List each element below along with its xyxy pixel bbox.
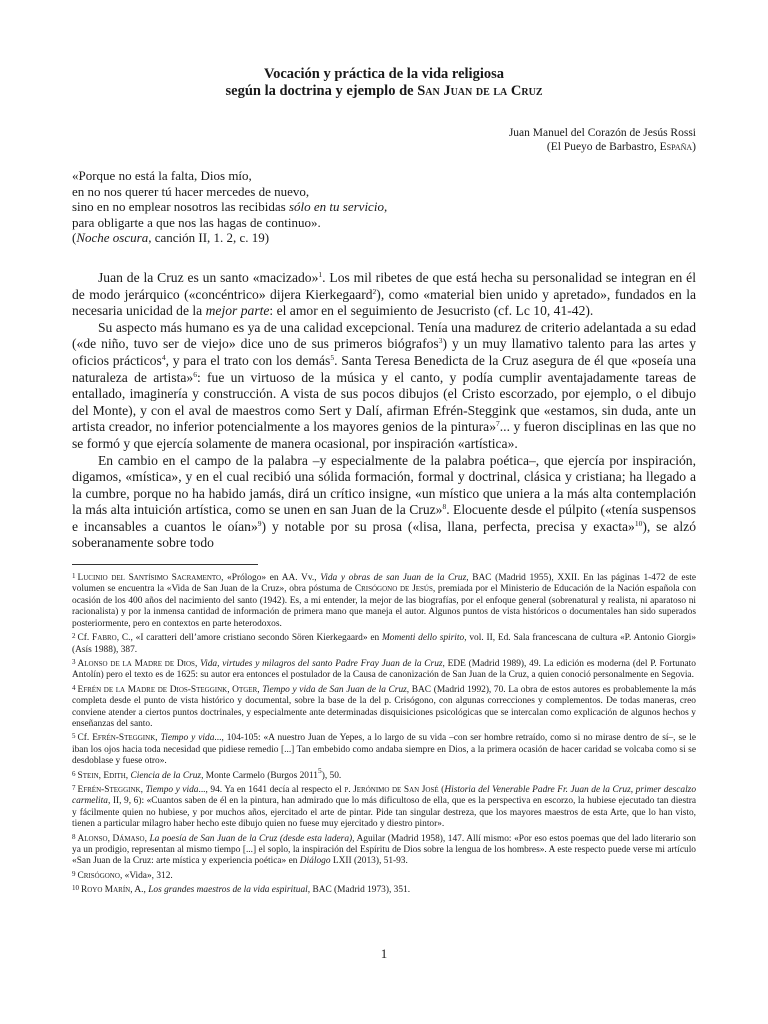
fn8-journal: Diálogo — [299, 856, 331, 867]
fn7-author: Efrén-Steggink — [77, 784, 141, 795]
fn2-text-a: Cf. — [77, 633, 93, 644]
fn7-title: Tiempo y vida — [145, 784, 199, 795]
footnote-ref-5[interactable]: 5 — [330, 352, 335, 362]
epigraph — [72, 168, 696, 246]
p2-text-a: Su aspecto más humano es ya de una calidad excepcional. Tenía una madurez de criterio adelantada a su edad («de niño, tuvo ser de viejo» dice uno de sus primeros biógrafos — [72, 319, 696, 352]
fn3-title: Vida, virtudes y milagros del santo Padre Fray Juan de la Cruz — [200, 658, 443, 669]
fn7-author-2: p. Jerónimo de San José — [344, 784, 439, 795]
fn6-author: Stein, Edith — [77, 770, 126, 781]
footnote-number: 2 — [72, 632, 76, 641]
fn10-author: Royo Marín, A. — [81, 885, 144, 896]
fn5-title: Tiempo y vida — [160, 733, 215, 744]
fn5-text-e: ..., 104-105: «A nuestro Juan de Yepes, a lo largo de su vida –con ser hombre retraído, como si no mirase dentro de sí–, se le iban los ojos hacia toda necesidad que pidiese remedio [...] Tan embebido como andaba siempre en Dios, a la primera ocasión de hacer caridad se volcaba como si se desdoblase y fuese otro». — [72, 733, 697, 767]
paragraph-3 — [72, 453, 696, 553]
footnote-number: 1 — [72, 572, 76, 581]
fn2-author: Fabro, C. — [92, 633, 131, 644]
fn4-text-d: , BAC (Madrid 1992), 70. La obra de estos autores es probablemente la más completa desde el punto de vista histórico y documental, sobre la base de la del p. Crisógono, con algunas correcciones y complementos. De todas maneras, creo conviene atender a ciertos puntos doctrinales, y especialmente ante determinadas disquisiciones psicológicas que se intercalan como explicación de algunos hechos y enseñanzas del santo. — [72, 684, 697, 729]
fn7-text-h: , II, 9, 6): «Cuantos saben de él en la pintura, han admirado que lo más dificultoso de ella, que es la perspectiva en escorzo, la hubiese ejecutado tan diestra y fácilmente quien no hubiese, y por muchos años, ejercitado el arte de pintar. Pide tan singular destreza, que los mayores maestros de esta Arte, que lo han visto, tienen a particular milagro haber hecho este dibujo quien no fuese muy ejercitado y diestro pintor». — [72, 796, 696, 830]
footnote-ref-3[interactable]: 3 — [438, 336, 443, 346]
fn7-text-f: ( — [438, 784, 445, 795]
footnote-ref-6[interactable]: 6 — [193, 369, 197, 379]
affiliation-suffix: ) — [692, 141, 696, 153]
footnote-10 — [72, 883, 696, 896]
epigraph-citation — [72, 230, 696, 246]
fn2-title: Momenti dello spirito — [382, 633, 465, 644]
footnote-ref-8[interactable]: 8 — [442, 502, 447, 512]
fn6-text-b: , — [125, 770, 131, 781]
fn6-edition: 5 — [317, 765, 322, 775]
title-line-2 — [72, 83, 696, 100]
footnote-number: 7 — [72, 783, 76, 792]
author-name: Juan Manuel del Corazón de Jesús Rossi — [508, 127, 696, 139]
fn10-title: Los grandes maestros de la vida espiritual — [148, 885, 308, 896]
affiliation-country: España — [659, 141, 693, 153]
footnote-9 — [72, 869, 696, 882]
p2-text-b: ) y un muy llamativo talento para las artes y oficios prácticos — [72, 336, 696, 368]
epigraph-line-3a: sino en no emplear nosotros las recibidas — [72, 199, 289, 215]
footnote-number: 8 — [72, 832, 76, 841]
fn1-text-b: , «Prólogo» en AA. Vv., — [221, 573, 321, 584]
p1-text-b: . Los mil ribetes de que está hecha su personalidad se integran en él de modo jerárquico («concéntrico» dijera Kierkegaard — [72, 269, 696, 302]
footnote-number: 4 — [72, 683, 76, 692]
fn3-text-b: , — [194, 658, 201, 669]
fn9-author: Crisógono — [77, 870, 120, 881]
p1-text-d: mejor parte — [205, 303, 270, 319]
footnote-number: 9 — [72, 869, 76, 878]
footnote-3 — [72, 657, 696, 682]
fn7-text-b: , — [140, 784, 146, 795]
p3-text-c: ) y notable por su prosa («lisa, llana, perfecta, precisa y exacta» — [261, 518, 635, 534]
fn1-title: Vida y obras de san Juan de la Cruz — [320, 573, 467, 584]
epigraph-line-2: en no nos querer tú hacer mercedes de nuevo, — [72, 183, 310, 199]
fn6-title: Ciencia de la Cruz — [130, 770, 202, 781]
footnote-number: 10 — [72, 884, 79, 893]
fn6-text-d: , Monte Carmelo (Burgos 2011 — [201, 770, 318, 781]
title-line-2-prefix: según la doctrina y ejemplo de — [225, 83, 418, 99]
footnote-7 — [72, 783, 696, 831]
author-block — [72, 126, 696, 154]
fn5-text-c: , — [155, 733, 161, 744]
footnote-ref-4[interactable]: 4 — [161, 352, 166, 362]
footnote-8 — [72, 832, 696, 868]
fn8-text-f: LXII (2013), 51-93. — [330, 856, 408, 867]
citation-work: Noche oscura — [76, 230, 149, 246]
body-text — [72, 270, 696, 552]
fn1-text-f: , premiada por el Ministerio de Educación de la Nación española con ocasión de los 400 años del nacimiento del santo (1942). Es, a mi entender, la mejor de las biografías, por el enfoque general (sobrenatural y realista, ni aparatoso ni racionalista) y por la inmensa cantidad de información de primera mano que maneja el autor. Algunos puntos de vista históricos o documentales han sido superados posteriormente, pero en contextos en parte heterodoxos. — [72, 584, 697, 629]
epigraph-line-3 — [72, 199, 696, 215]
author-affiliation — [72, 140, 696, 154]
footnote-ref-10[interactable]: 10 — [634, 518, 643, 528]
p3-text-b: . Elocuente desde el púlpito («tenía suspensos e incansables a cuantos le oían» — [72, 502, 696, 534]
fn10-text-d: , BAC (Madrid 1973), 351. — [307, 885, 411, 896]
p1-text-c: ), como «material bien unido y apretado», fundados en la necesaria unicidad de la — [72, 286, 696, 319]
fn1-author: Lucinio del Santísimo Sacramento — [77, 573, 222, 584]
footnote-number: 5 — [72, 732, 76, 741]
footnote-ref-7[interactable]: 7 — [496, 419, 500, 429]
epigraph-line-4: para obligarte a que nos las hagas de continuo». — [72, 214, 321, 230]
footnote-1 — [72, 571, 696, 630]
epigraph-line-3b: sólo en tu servicio, — [288, 199, 388, 215]
p1-text-e: : el amor en el seguimiento de Jesucristo (cf. Lc 10, 41-42). — [269, 303, 594, 319]
p2-text-e: : fue un virtuoso de la música y el canto, y podía cumplir aventajadamente tareas de entallado, imaginería y construcción. A vista de sus pocos dibujos (el Cristo escorzado, por ejemplo, o el dibujo del Monte), y con el aval de maestros como Sert y Dalí, afirman Efrén-Steggink que «estamos, sin duda, ante un artista creador, no inferior potencialmente a los mayores genios de la pintura» — [72, 369, 697, 435]
affiliation-prefix: (El Pueyo de Barbastro, — [546, 141, 660, 153]
footnote-number: 6 — [72, 769, 76, 778]
fn9-text-b: , «Vida», 312. — [119, 870, 173, 881]
footnote-6 — [72, 765, 696, 782]
fn4-author: Efrén de la Madre de Dios-Steggink, Otger — [77, 684, 258, 695]
footnote-4 — [72, 683, 696, 731]
fn1-author-2: Crisógono de Jesús — [354, 584, 433, 595]
p2-text-d: . Santa Teresa Benedicta de la Cruz asegura de él que «poseía una naturaleza de artista» — [72, 352, 696, 385]
fn5-author: Efrén-Steggink — [92, 733, 156, 744]
paragraph-1 — [72, 270, 696, 320]
page-number: 1 — [380, 946, 388, 961]
fn3-text-d: , EDE (Madrid 1989), 49. La edición es moderna (del P. Fortunato Antolín) pero el texto es de 1625: su autor era entonces el postulador de la Causa de canonización de San Juan de la Cruz, a quien conoció personalmente en Segovia. — [72, 658, 696, 681]
fn8-text-d: , Aguilar (Madrid 1958), 147. Allí mismo: «Por eso estos poemas que del lado literario son ya un prodigio, representan al mismo tiempo [...] el soplo, la inspiración del Espíritu de Dios sobre la lengua de los hombres». A este respecto puede verse mi artículo «San Juan de la Cruz: arte mística y experiencia poética» en — [72, 833, 696, 867]
footnote-2 — [72, 631, 696, 656]
fn6-text-f: ), 50. — [321, 770, 342, 781]
title-saint-name: San Juan de la Cruz — [417, 83, 543, 99]
footnotes — [72, 571, 696, 897]
title-line-1: Vocación y práctica de la vida religiosa — [263, 66, 505, 82]
fn8-title: La poesía de San Juan de la Cruz (desde esta ladera) — [149, 833, 353, 844]
fn5-text-a: Cf. — [77, 733, 93, 744]
fn2-text-c: , «I caratteri dell’amore cristiano secondo Sören Kierkegaard» en — [130, 633, 382, 644]
p3-text-d: ), se alzó soberanamente sobre todo — [72, 518, 697, 551]
paper-title — [72, 66, 696, 100]
footnote-5 — [72, 731, 696, 767]
paragraph-2 — [72, 320, 696, 453]
p1-text-a: Juan de la Cruz es un santo «macizado» — [98, 269, 319, 285]
fn4-text-b: , — [257, 684, 263, 695]
footnote-divider — [72, 564, 258, 565]
fn7-title-2: Historia del Venerable Padre Fr. Juan de la Cruz, primer descalzo carmelita — [72, 784, 697, 807]
fn4-title: Tiempo y vida de San Juan de la Cruz — [262, 684, 407, 695]
p3-text-a: En cambio en el campo de la palabra –y especialmente de la palabra poética–, que ejercía por inspiración, digamos, «mística», y en el cual recibió una sólida formación, formal y doctrinal, clásica y cristiana; ha llegado a la cumbre, porque no ha habido jamás, dirá un crítico insigne, «un místico que uniera a la más alta contemplación la más alta intuición artística, como se unen en san Juan de la Cruz» — [72, 452, 696, 518]
document-page — [72, 66, 696, 898]
fn3-author: Alonso de la Madre de Dios — [77, 658, 195, 669]
p2-text-c: , y para el trato con los demás — [165, 352, 331, 368]
p2-text-f: ... y fueron disciplinas en las que no se formó y que ejercía solamente de manera ocasional, por inspiración «artística». — [72, 419, 696, 451]
fn10-text-b: , — [143, 885, 149, 896]
footnote-ref-1[interactable]: 1 — [318, 269, 323, 279]
citation-ref: , canción II, 1. 2, c. 19) — [148, 230, 270, 246]
citation-open: ( — [72, 230, 77, 246]
fn8-author: Alonso, Dámaso — [77, 833, 145, 844]
footnote-ref-2[interactable]: 2 — [372, 286, 377, 296]
footnote-ref-9[interactable]: 9 — [257, 518, 262, 528]
fn2-text-e: , vol. II, Ed. Sala francescana de cultura «P. Antonio Giorgi» (Asís 1988), 387. — [72, 633, 697, 655]
footnote-number: 3 — [72, 657, 76, 666]
fn7-text-d: ..., 94. Ya en 1641 decía al respecto el — [198, 784, 345, 795]
fn8-text-b: , — [144, 833, 150, 844]
epigraph-line-1: «Porque no está la falta, Dios mío, — [72, 168, 252, 183]
fn1-text-d: , BAC (Madrid 1955), XXII. En las páginas 1-472 de este volumen se encuentra la «Vida de San Juan de la Cruz», obra póstuma de — [72, 573, 696, 595]
